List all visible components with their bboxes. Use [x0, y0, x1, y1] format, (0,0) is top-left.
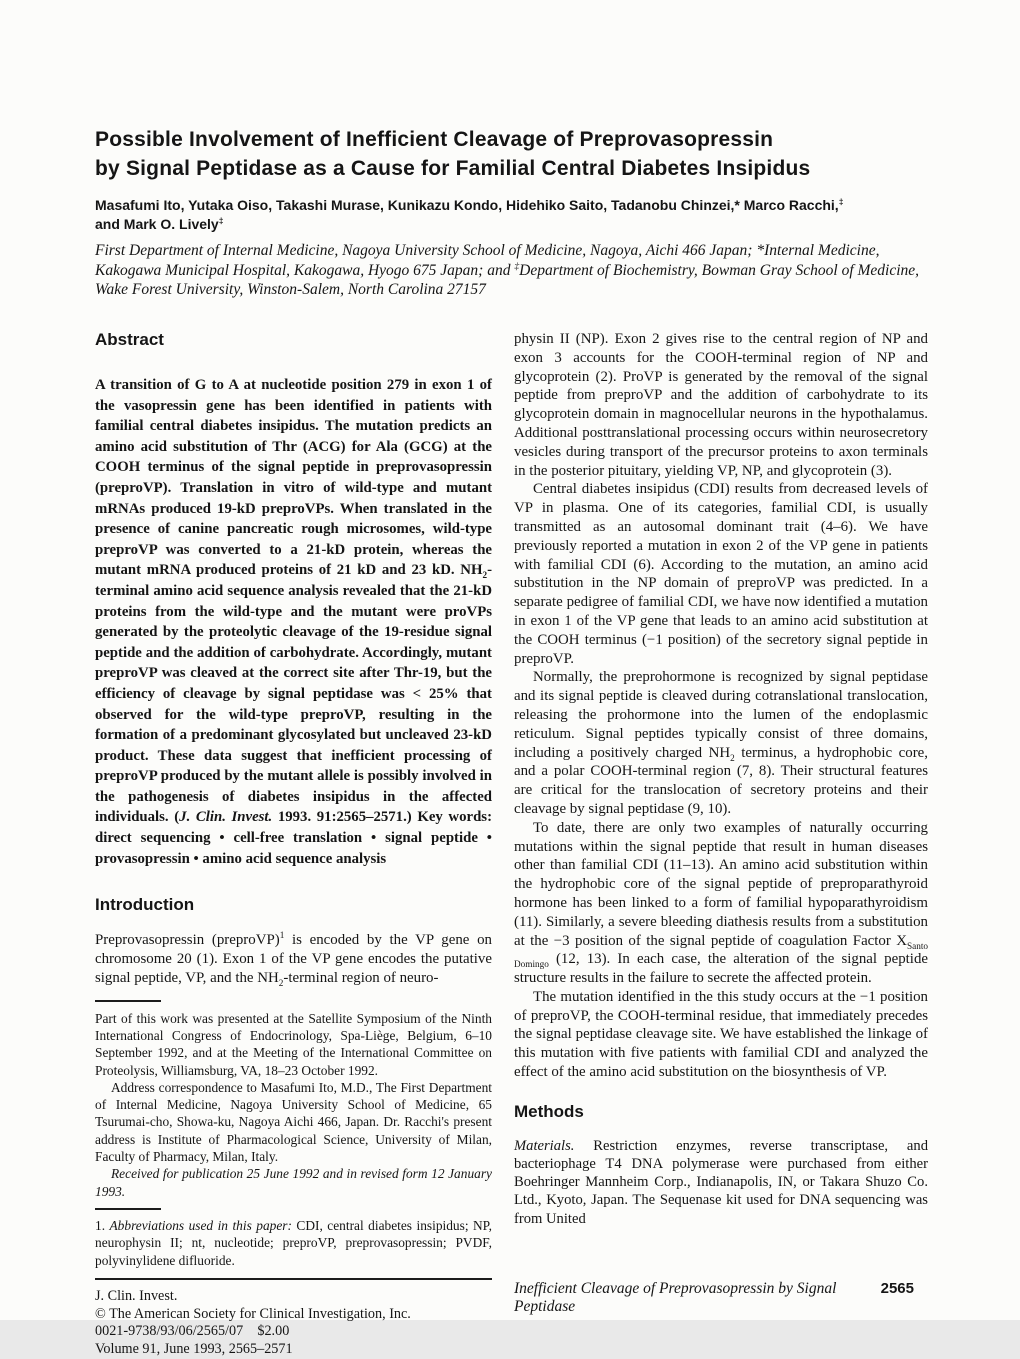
affiliations: First Department of Internal Medicine, Nagoya University School of Medicine, Nagoya, Aichi 466 Japan; *Internal Medicine, Kakogawa Municipal Hospital, Kakogawa, Hyogo 675 Japan; and ‡Department of Biochemistry, Bowman Gray School of Medicine, Wake Forest University, Winston-Salem, North Carolina 27157	[95, 242, 920, 298]
running-footer	[514, 1280, 914, 1316]
footnote-correspondence: Address correspondence to Masafumi Ito, M.D., The First Department of Internal Medicine, Nagoya University School of Medicine, 65 Tsurumai-cho, Showa-ku, Nagoya Aichi 466, Japan. Dr. Racchi's present address is Institute of Pharmacological Science, University of Milan, Faculty of Pharmacy, Milan, Italy.	[95, 1079, 492, 1165]
introduction-paragraph: Preprovasopressin (preproVP)$^1$ is encoded by the VP gene on chromosome 20 (1). Exon 1 of the VP gene encodes the putative signal peptide, VP, and the $NH_2$-terminal region of neuro-	[95, 930, 492, 988]
body-paragraph: Central diabetes insipidus (CDI) results from decreased levels of VP in plasma. One of its categories, familial CDI, is usually transmitted as an autosomal dominant trait (4–6). We have previously reported a mutation in exon 2 of the VP gene in patients with familial CDI (6). According to the mutation, an amino acid substitution in the NP domain of preproVP was predicted. In a separate pedigree of familial CDI, we have now identified a mutation in exon 1 of the VP gene that leads to an amino acid substitution at the COOH terminus (−1 position) of the secretory signal peptide in preproVP.	[514, 481, 928, 667]
methods-paragraph: Materials. Restriction enzymes, reverse transcriptase, and bacteriophage T4 DNA polymerase were purchased from either Boehringer Mannheim Corp., Indianapolis, IN, or Takara Shuzo Co. Ltd., Kyoto, Japan. The Sequenase kit used for DNA sequencing was from United	[514, 1137, 928, 1227]
title-line-1: Possible Involvement of Inefficient Cleavage of Preprovasopressin	[95, 128, 774, 151]
introduction-heading: Introduction	[95, 895, 195, 915]
journal-info-line: © The American Society for Clinical Investigation, Inc.	[95, 1305, 411, 1322]
journal-info-line: Volume 91, June 1993, 2565–2571	[95, 1341, 293, 1358]
body-paragraph: To date, there are only two examples of naturally occurring mutations within the signal peptide that result in human diseases other than familial CDI (11–13). An amino acid substitution within the hydrophobic core of the signal peptide of preproparathyroid hormone has been linked to a form of familial hypoparathyroidism (11). Similarly, a severe bleeding diathesis results from a substitution at the −3 position of the signal peptide of coagulation Factor $X_{Santo Domingo}$ (12, 13). In each case, the alteration of the signal peptide structure results in the failure to secrete the affected protein.	[514, 819, 928, 987]
authors-line-2: and Mark O. Lively‡	[95, 215, 224, 232]
authors-line-1: Masafumi Ito, Yutaka Oiso, Takashi Murase, Kunikazu Kondo, Hidehiko Saito, Tadanobu Chinzei,* Marco Racchi,‡	[95, 196, 844, 213]
abstract-text: A transition of G to A at nucleotide position 279 in exon 1 of the vasopressin gene has been identified in patients with familial central diabetes insipidus. The mutation predicts an amino acid substitution of Thr (ACG) for Ala (GCG) at the COOH terminus of the signal peptide in preprovasopressin (preproVP). Translation in vitro of wild-type and mutant mRNAs produced 19-kD preproVPs. When translated in the presence of canine pancreatic rough microsomes, wild-type preproVP was converted to a 21-kD protein, whereas the mutant mRNA produced proteins of 21 kD and 23 kD. $NH_2$-terminal amino acid sequence analysis revealed that the 21-kD proteins from the wild-type and the mutant were proVPs generated by the proteolytic cleavage of the 19-residue signal peptide and the addition of carbohydrate. Accordingly, mutant preproVP was cleaved at the correct site after Thr-19, but the efficiency of cleavage by signal peptidase was < 25% that observed for the wild-type preproVP, resulting in the formation of a predominant glycosylated but uncleaved 23-kD product. These data suggest that inefficient processing of preproVP produced by the mutant allele is possibly involved in the pathogenesis of diabetes insipidus in the affected individuals. (J. Clin. Invest. 1993. 91:2565–2571.) Key words: direct sequencing • cell-free translation • signal peptide • provasopressin • amino acid sequence analysis	[95, 377, 492, 867]
left-column	[95, 330, 492, 1359]
title-line-2: by Signal Peptidase as a Cause for Familial Central Diabetes Insipidus	[95, 156, 811, 180]
journal-info-line: 0021-9738/93/06/2565/07 $2.00	[95, 1323, 290, 1340]
authors	[95, 196, 933, 234]
footnote-divider	[95, 1000, 161, 1002]
abbreviations-note: 1. Abbreviations used in this paper: CDI, central diabetes insipidus; NP, neurophysin II; nt, nucleotide; preproVP, preprovasopressin; PVDF, polyvinylidene difluoride.	[95, 1217, 492, 1268]
right-column	[514, 330, 928, 1228]
journal-divider	[95, 1278, 492, 1280]
body-paragraph: The mutation identified in the this study occurs at the −1 position of preproVP, the COOH-terminal residue, that immediately precedes the signal peptidase cleavage site. We have established the linkage of this mutation with five patients with familial CDI and analyzed the effect of the amino acid substitution on the biosynthesis of VP.	[514, 988, 928, 1081]
abstract-heading: Abstract	[95, 330, 164, 349]
body-paragraph: Normally, the preprohormone is recognized by signal peptidase and its signal peptide is cleaved during cotranslational translocation, releasing the prohormone into the lumen of the endoplasmic reticulum. Signal peptides typically consist of three domains, including a positively charged $NH_2$ terminus, a hydrophobic core, and a polar COOH-terminal region (7, 8). Their structural features are critical for the translocation of secretory proteins and their cleavage by signal peptidase (9, 10).	[514, 669, 928, 817]
paper-header	[95, 126, 933, 300]
footnote-received: Received for publication 25 June 1992 and in revised form 12 January 1993.	[95, 1166, 492, 1199]
body-paragraph: physin II (NP). Exon 2 gives rise to the central region of NP and exon 3 accounts for the COOH-terminal region of NP and glycoprotein (2). ProVP is generated by the removal of the signal peptide from preproVP and the addition of carbohydrate to its glycoprotein domain in magnocellular neurons in the hypothalamus. Additional posttranslational processing occurs within neurosecretory vesicles during transport of the precursor proteins to axon terminals in the posterior pituitary, yielding VP, NP, and glycoprotein (3).	[514, 331, 928, 479]
methods-heading: Methods	[514, 1101, 584, 1121]
running-title: Inefficient Cleavage of Preprovasopressin by Signal Peptidase	[514, 1280, 837, 1315]
page-number: 2565	[880, 1280, 914, 1297]
journal-info-line: J. Clin. Invest.	[95, 1287, 178, 1304]
journal-info	[95, 1288, 492, 1359]
footnote-presented: Part of this work was presented at the Satellite Symposium of the Ninth International Congress of Endocrinology, Spa-Liège, Belgium, 6–10 September 1992, and at the Meeting of the International Committee on Proteolysis, Williamsburg, VA, 18–23 October 1992.	[95, 1010, 492, 1078]
abbreviations-divider	[95, 1208, 161, 1210]
paper-title	[95, 126, 933, 183]
